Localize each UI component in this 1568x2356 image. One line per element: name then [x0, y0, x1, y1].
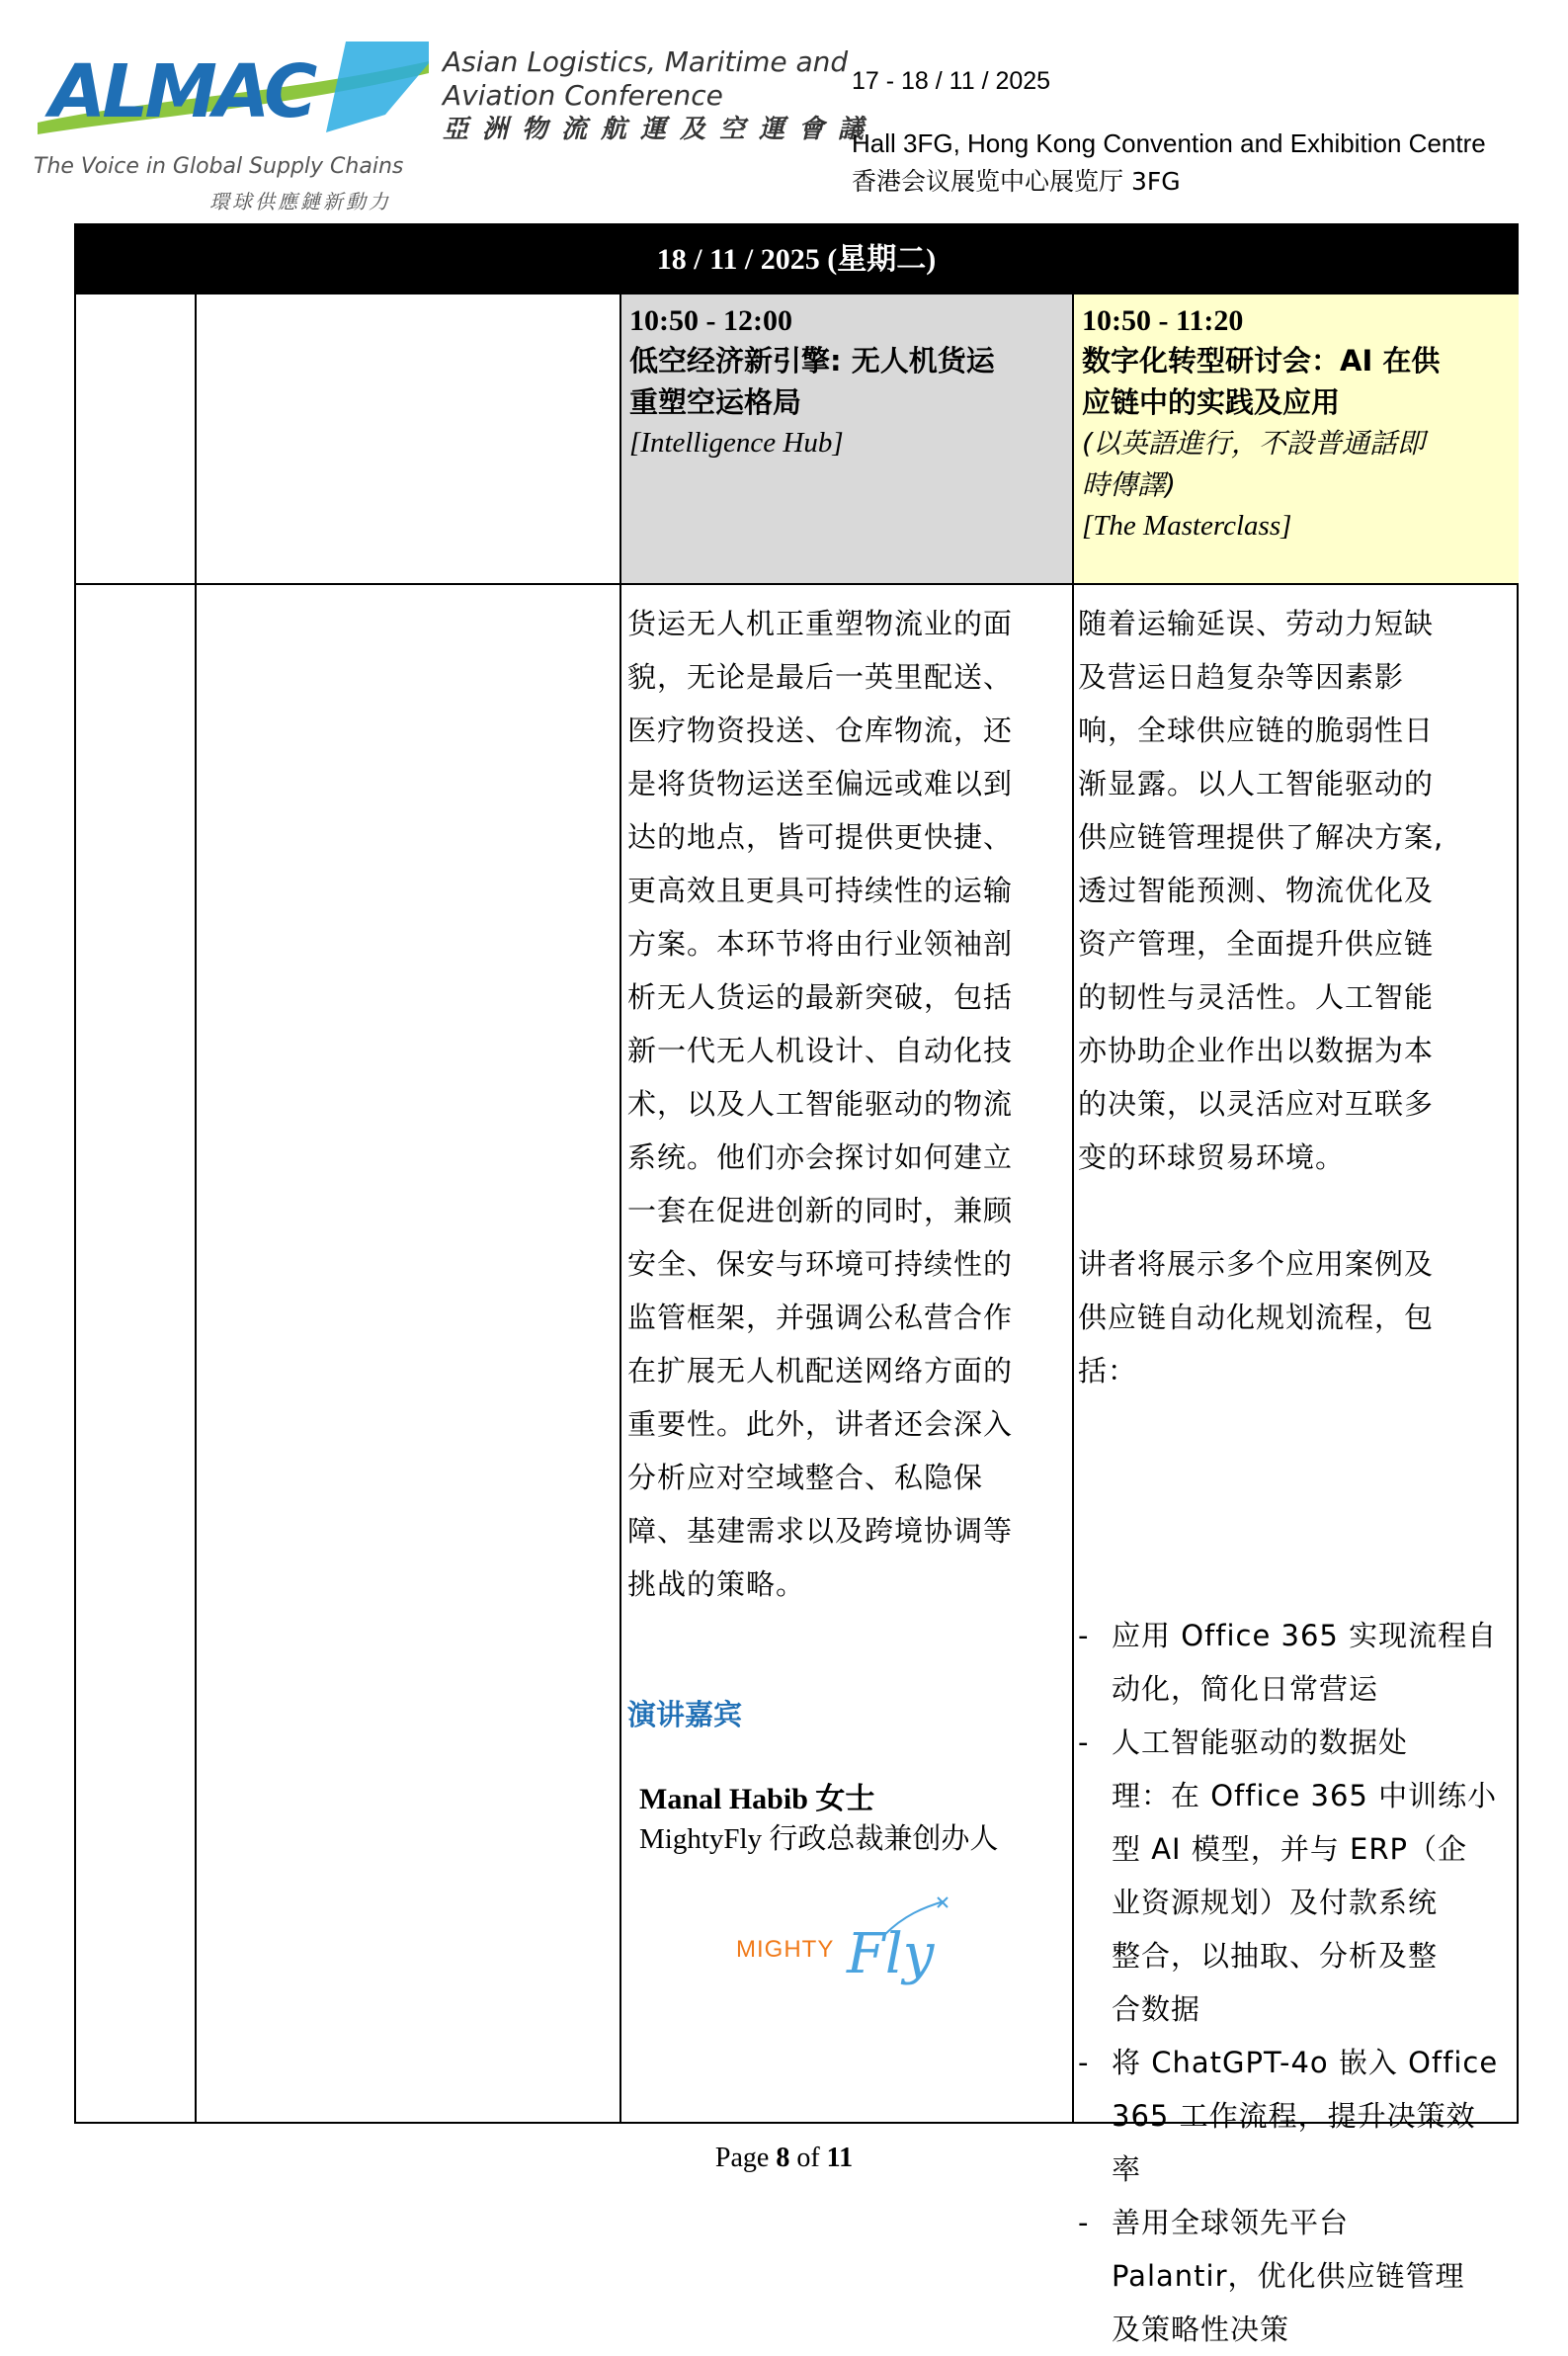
description-line: 讲者将展示多个应用案例及: [1078, 1247, 1435, 1281]
logo-text: ALMAC: [49, 49, 314, 134]
description-line: 监管框架，并强调公私营合作: [627, 1301, 1014, 1334]
bullet-line: 人工智能驱动的数据处: [1112, 1725, 1409, 1759]
session-a-title-line2: 重塑空运格局: [629, 385, 802, 419]
page-footer: [0, 2143, 1568, 2174]
bullet-line: 合数据: [1112, 1992, 1201, 2026]
venue-en: Hall 3FG, Hong Kong Convention and Exhibition Centre: [852, 128, 1486, 158]
bullet-dash: -: [1078, 1725, 1090, 1759]
column-divider: [1072, 294, 1074, 2124]
bullet-line: 整合，以抽取、分析及整: [1112, 1939, 1439, 1973]
description-line: 一套在促进创新的同时，兼顾: [627, 1194, 1014, 1227]
almac-logo: [30, 38, 435, 146]
column-divider: [619, 294, 621, 2124]
session-b-language-note-line2: 時傳譯): [1082, 468, 1176, 501]
of-label: of: [796, 2143, 820, 2173]
speaker-heading: 演讲嘉宾: [627, 1698, 743, 1731]
session-a-description: [627, 597, 1068, 1611]
description-line: 是将货物运送至偏远或难以到: [627, 767, 1014, 800]
page-current: 8: [776, 2143, 790, 2173]
bullet-line: 365 工作流程，提升决策效: [1112, 2099, 1476, 2133]
description-line: 透过智能预测、物流优化及: [1078, 874, 1435, 907]
description-line: 貌，无论是最后一英里配送、: [627, 660, 1014, 694]
session-b-title-line1: 数字化转型研讨会：AI 在供: [1082, 344, 1441, 378]
bullet-line: 业资源规划）及付款系统: [1112, 1886, 1439, 1919]
tagline-en: The Voice in Global Supply Chains: [34, 154, 404, 179]
conference-name: [443, 45, 877, 146]
session-b-header: [1074, 294, 1519, 583]
session-b-bullet-list: [1078, 1609, 1513, 2356]
day-header: 18 / 11 / 2025 (星期二): [76, 225, 1517, 294]
session-b-language-note-line1: (以英語進行，不設普通話即: [1082, 427, 1425, 460]
description-line: [1078, 1184, 1513, 1237]
description-line: 更高效且更具可持续性的运输: [627, 874, 1014, 907]
description-line: 随着运输延误、劳动力短缺: [1078, 607, 1435, 640]
description-line: 的韧性与灵活性。人工智能: [1078, 980, 1435, 1014]
description-line: 在扩展无人机配送网络方面的: [627, 1354, 1014, 1388]
speaker-name: Manal Habib 女士: [639, 1783, 875, 1815]
bullet-line: 理：在 Office 365 中训练小: [1112, 1779, 1498, 1812]
speaker-logo-text-1: MIGHTY: [736, 1936, 835, 1963]
description-line: 重要性。此外，讲者还会深入: [627, 1407, 1014, 1441]
bullet-item: [1078, 1609, 1513, 1716]
description-line: 亦协助企业作出以数据为本: [1078, 1034, 1435, 1067]
page-label: Page: [714, 2143, 770, 2173]
description-line: 供应链自动化规划流程，包: [1078, 1301, 1435, 1334]
venue-cn: 香港会议展览中心展览厅 3FG: [852, 167, 1181, 196]
bullet-line: Palantir，优化供应链管理: [1112, 2259, 1465, 2293]
bullet-line: 及策略性决策: [1112, 2313, 1290, 2346]
conference-name-cn: 亞洲物流航運及空運會議: [443, 115, 878, 144]
description-line: 安全、保安与环境可持续性的: [627, 1247, 1014, 1281]
session-a-title-line1: 低空经济新引擎: 无人机货运: [629, 344, 995, 378]
tagline-cn: 環球供應鏈新動力: [209, 190, 391, 213]
session-b-description: [1078, 597, 1513, 1397]
bullet-line: 动化，简化日常营运: [1112, 1672, 1379, 1706]
description-line: 方案。本环节将由行业领袖剖: [627, 927, 1014, 961]
event-dates: 17 - 18 / 11 / 2025: [852, 67, 1051, 95]
description-line: 供应链管理提供了解决方案,: [1078, 820, 1444, 854]
bullet-dash: -: [1078, 1619, 1090, 1652]
conference-name-en-line2: Aviation Conference: [443, 79, 723, 112]
description-line: 障、基建需求以及跨境协调等: [627, 1514, 1014, 1548]
bullet-line: 型 AI 模型，并与 ERP（企: [1112, 1832, 1468, 1866]
description-line: 的决策，以灵活应对互联多: [1078, 1087, 1435, 1121]
mightyfly-logo: [736, 1895, 953, 2004]
session-b-title-line2: 应链中的实践及应用: [1082, 385, 1341, 419]
speaker-logo-text-2: Fly: [847, 1922, 935, 1986]
session-a-venue: [Intelligence Hub]: [629, 427, 844, 459]
speaker-role: MightyFly 行政总裁兼创办人: [639, 1823, 999, 1855]
description-line: 响，全球供应链的脆弱性日: [1078, 714, 1435, 747]
description-line: 渐显露。以人工智能驱动的: [1078, 767, 1435, 800]
description-line: 变的环球贸易环境。: [1078, 1140, 1346, 1174]
bullet-line: 应用 Office 365 实现流程自: [1112, 1619, 1498, 1652]
bullet-dash: -: [1078, 2206, 1090, 2239]
bullet-item: [1078, 1716, 1513, 2036]
session-b-venue: [The Masterclass]: [1082, 510, 1292, 542]
conference-name-en-line1: Asian Logistics, Maritime and: [443, 45, 849, 78]
description-line: 医疗物资投送、仓库物流，还: [627, 714, 1014, 747]
bullet-line: 善用全球领先平台: [1112, 2206, 1350, 2239]
bullet-dash: -: [1078, 2046, 1090, 2079]
bullet-line: 将 ChatGPT-4o 嵌入 Office: [1112, 2046, 1499, 2079]
description-line: 新一代无人机设计、自动化技: [627, 1034, 1014, 1067]
bullet-item: [1078, 2196, 1513, 2356]
description-line: 达的地点，皆可提供更快捷、: [627, 820, 1014, 854]
description-line: 分析应对空域整合、私隐保: [627, 1461, 984, 1494]
description-line: 括：: [1078, 1354, 1138, 1388]
session-a-header: [621, 294, 1072, 583]
description-line: 挑战的策略。: [627, 1567, 806, 1601]
description-line: 货运无人机正重塑物流业的面: [627, 607, 1014, 640]
page-total: 11: [826, 2143, 854, 2173]
description-line: 资产管理，全面提升供应链: [1078, 927, 1435, 961]
description-line: 及营运日趋复杂等因素影: [1078, 660, 1405, 694]
row-divider: [76, 583, 1517, 585]
description-line: 术，以及人工智能驱动的物流: [627, 1087, 1014, 1121]
bullet-line: 率: [1112, 2152, 1142, 2186]
column-divider: [195, 294, 197, 2124]
session-b-time: 10:50 - 11:20: [1082, 304, 1244, 337]
description-line: 析无人货运的最新突破，包括: [627, 980, 1014, 1014]
description-line: 系统。他们亦会探讨如何建立: [627, 1140, 1014, 1174]
session-a-time: 10:50 - 12:00: [629, 304, 792, 337]
